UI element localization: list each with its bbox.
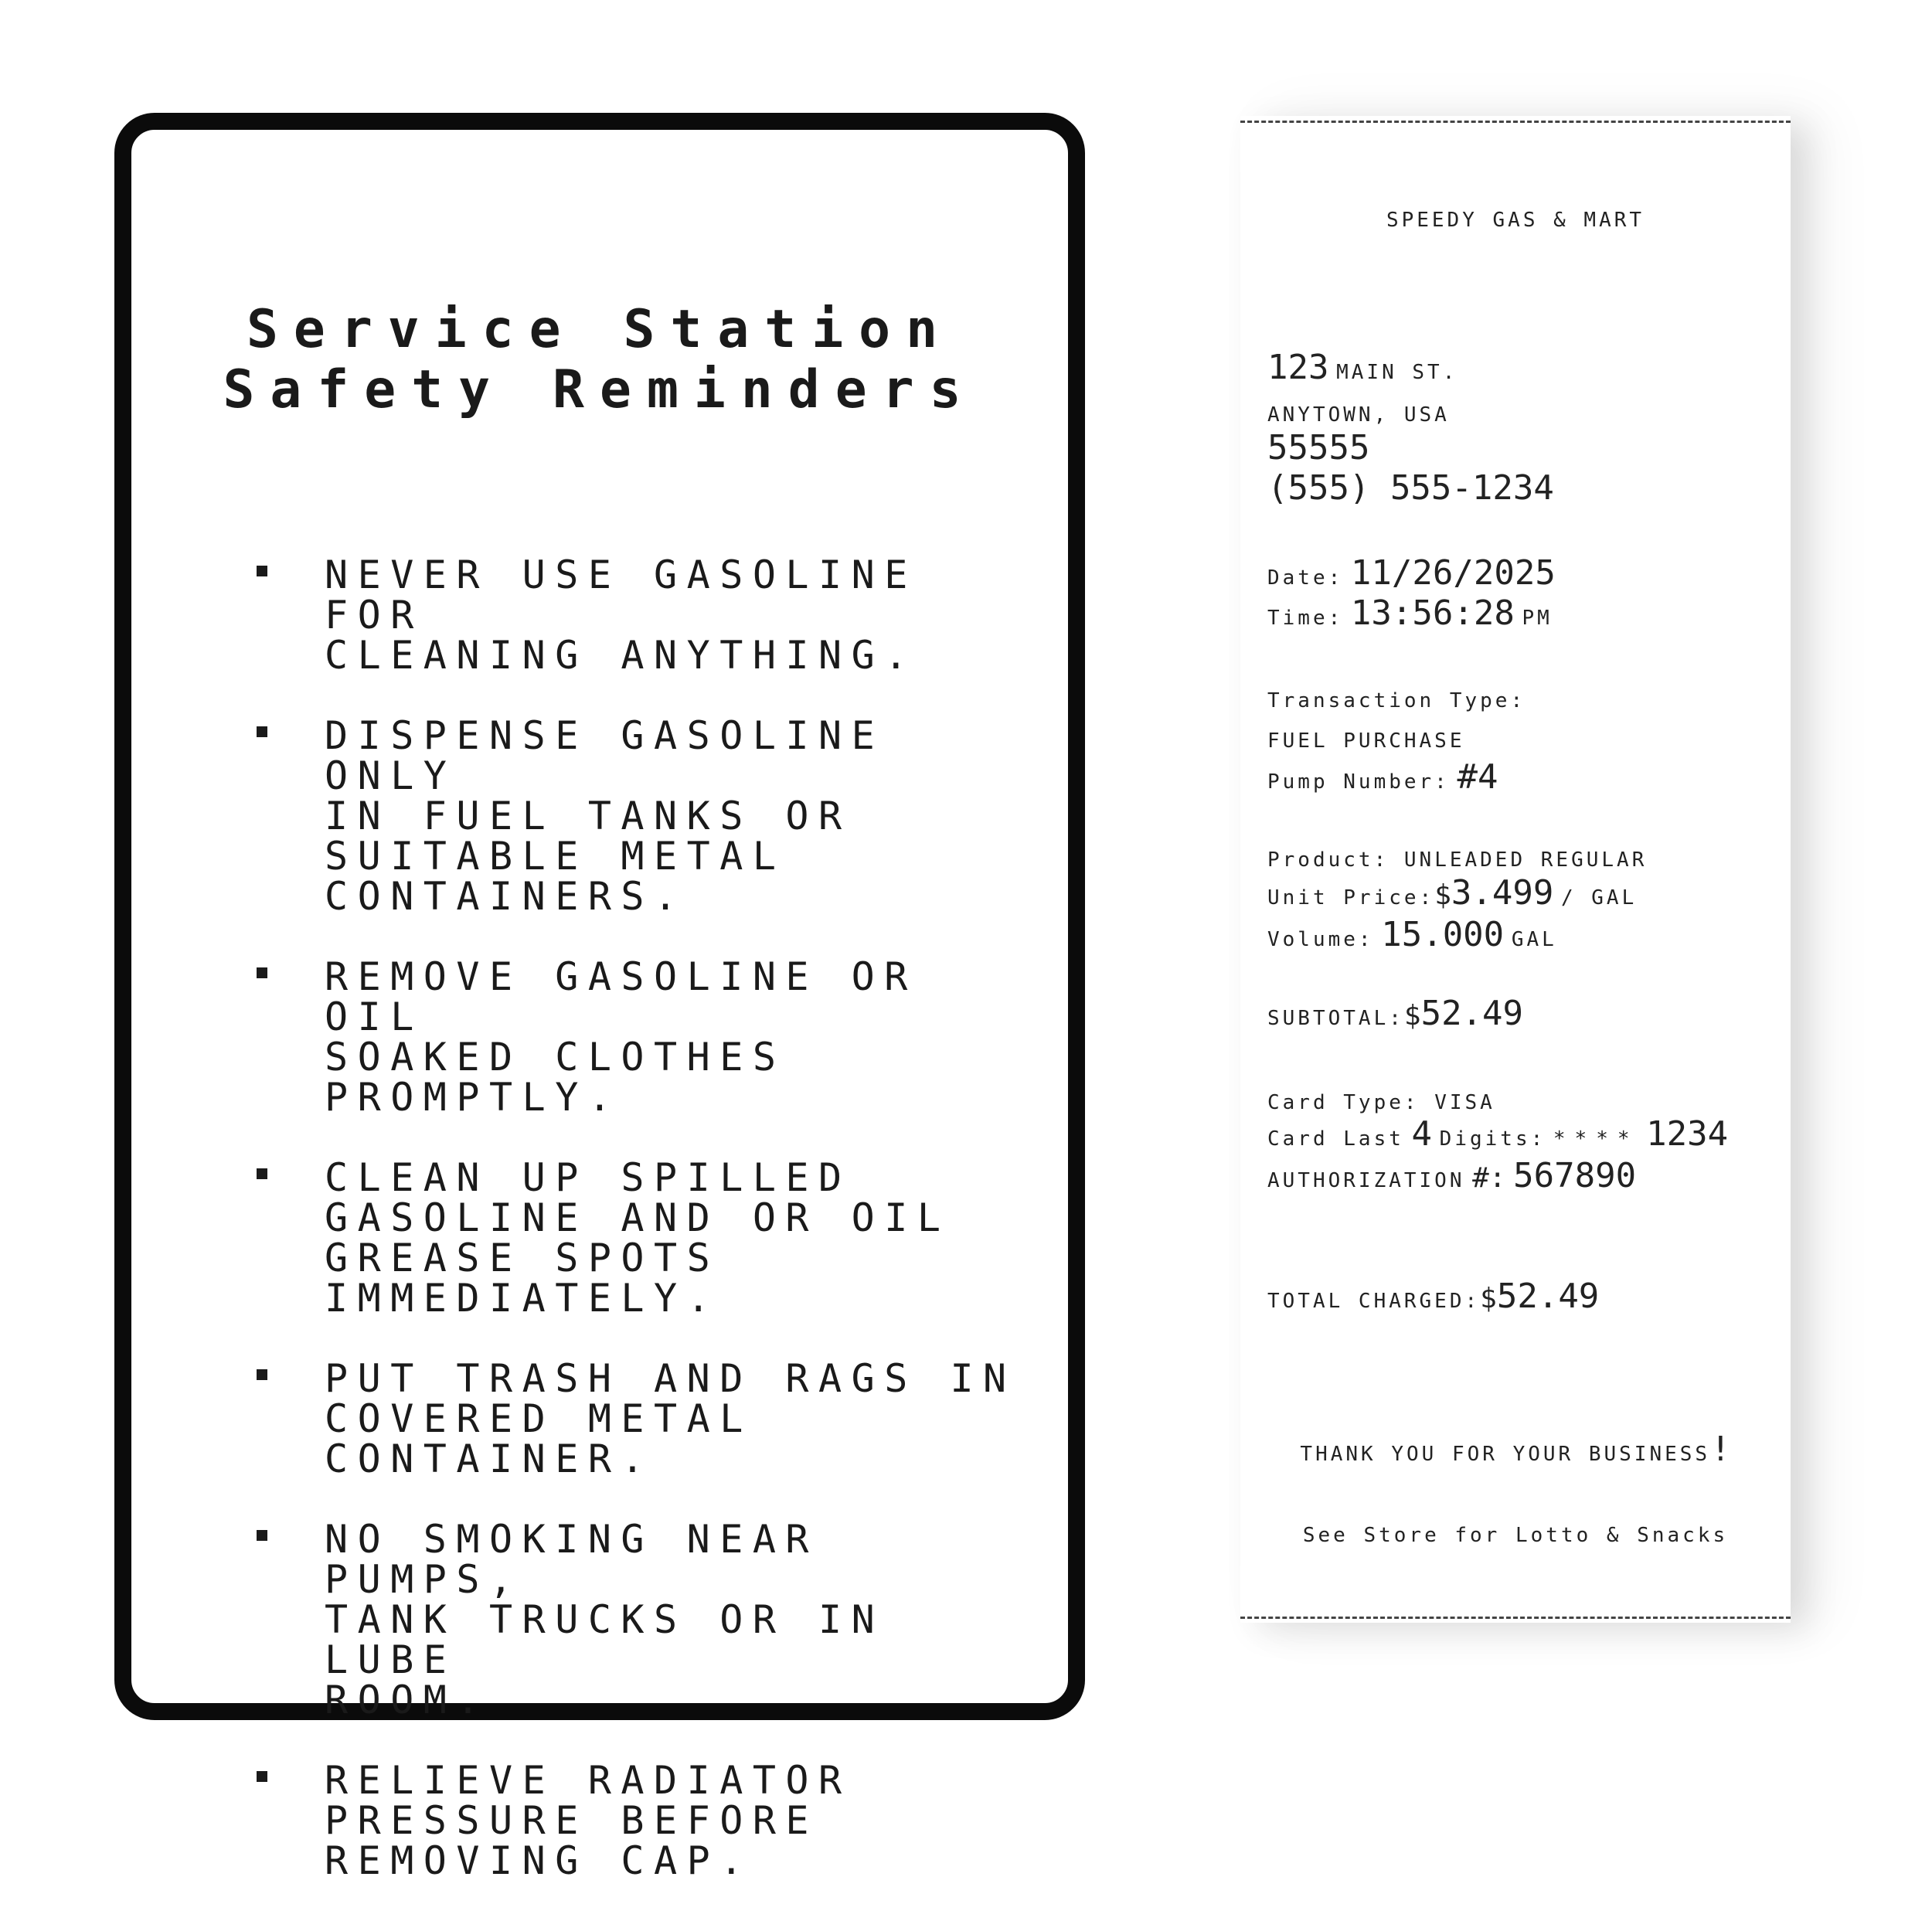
unit-price-currency: $	[1434, 879, 1451, 911]
rules-list	[247, 552, 1037, 1921]
product-label: Product:	[1267, 848, 1389, 872]
thank-you-text: THANK YOU FOR YOUR BUSINESS	[1300, 1443, 1711, 1466]
subtotal-row	[1267, 994, 1523, 1033]
bullet-icon	[257, 1771, 267, 1782]
time-suffix: PM	[1522, 607, 1553, 630]
street-name: MAIN ST.	[1336, 361, 1458, 384]
card-last-label-digits: Digits:	[1439, 1127, 1546, 1151]
rule-text: NEVER USE GASOLINE FOR CLEANING ANYTHING.	[325, 552, 917, 678]
subtotal-value: 52.49	[1420, 994, 1524, 1033]
rule-item	[247, 713, 1037, 919]
date-value: 11/26/2025	[1350, 553, 1556, 593]
product-value: UNLEADED REGULAR	[1403, 848, 1648, 872]
product-row	[1267, 848, 1647, 872]
bullet-icon	[257, 566, 267, 576]
bullet-icon	[257, 1168, 267, 1179]
authorization-hash: #:	[1472, 1162, 1506, 1194]
rule-text: CLEAN UP SPILLED GASOLINE AND OR OIL GREASE SPOTS IMMEDIATELY.	[325, 1155, 951, 1321]
rule-item	[247, 1358, 1037, 1479]
unit-price-value: 3.499	[1451, 873, 1554, 913]
promo-text: See Store for Lotto & Snacks	[1302, 1524, 1729, 1547]
rule-item	[247, 552, 1037, 678]
volume-label: Volume:	[1267, 928, 1374, 951]
rule-text: RELIEVE RADIATOR PRESSURE BEFORE REMOVING CAP.	[325, 1758, 852, 1883]
authorization-value: 567890	[1513, 1156, 1637, 1195]
date-row	[1267, 553, 1556, 593]
city: ANYTOWN, USA	[1267, 403, 1450, 427]
date-label: Date:	[1267, 566, 1344, 590]
total-label: TOTAL CHARGED:	[1267, 1290, 1481, 1313]
total-currency: $	[1480, 1283, 1497, 1314]
store-name: SPEEDY GAS & MART	[1386, 209, 1645, 232]
rule-text: PUT TRASH AND RAGS IN COVERED METAL CONTAINER.	[325, 1356, 1016, 1481]
transaction-type-value: FUEL PURCHASE	[1267, 729, 1465, 753]
unit-price-row	[1267, 873, 1637, 913]
card-mask: ****	[1553, 1127, 1639, 1151]
subtotal-label: SUBTOTAL:	[1267, 1007, 1404, 1030]
bullet-icon	[257, 1369, 267, 1380]
zip: 55555	[1267, 428, 1370, 468]
volume-row	[1267, 915, 1557, 954]
card-type-label: Card Type:	[1267, 1091, 1420, 1114]
rule-text: DISPENSE GASOLINE ONLY IN FUEL TANKS OR SUITABLE METAL CONTAINERS.	[325, 713, 885, 919]
bullet-icon	[257, 967, 267, 978]
card-last-value: 1234	[1646, 1114, 1729, 1154]
total-value: 52.49	[1496, 1277, 1600, 1316]
phone: (555) 555-1234	[1267, 468, 1554, 508]
safety-card	[114, 113, 1085, 1883]
thank-you-mark: !	[1710, 1430, 1731, 1469]
authorization-label: AUTHORIZATION	[1267, 1169, 1465, 1192]
card-last-label-number: 4	[1411, 1114, 1433, 1154]
subtotal-currency: $	[1403, 1000, 1421, 1032]
street-number: 123	[1267, 348, 1329, 387]
tear-line-top	[1240, 121, 1791, 123]
receipt	[1240, 116, 1791, 1623]
unit-price-label: Unit Price:	[1267, 886, 1435, 910]
card-title	[131, 300, 1068, 420]
time-row	[1267, 593, 1553, 633]
transaction-type-label: Transaction Type:	[1267, 689, 1526, 712]
authorization-row	[1267, 1156, 1636, 1195]
bullet-icon	[257, 726, 267, 737]
thank-you-row	[1240, 1430, 1791, 1469]
card-title-line-1: Service Station	[246, 299, 954, 360]
rule-item	[247, 1519, 1037, 1720]
rule-item	[247, 954, 1037, 1120]
address-line-1	[1267, 348, 1458, 387]
unit-price-unit: / GAL	[1560, 886, 1638, 910]
volume-value: 15.000	[1381, 915, 1505, 954]
rule-text: REMOVE GASOLINE OR OIL SOAKED CLOTHES PROMPTLY.	[325, 954, 917, 1120]
card-last-label: Card Last	[1267, 1127, 1404, 1151]
total-row	[1267, 1277, 1599, 1316]
bullet-icon	[257, 1530, 267, 1541]
pump-row	[1267, 757, 1498, 797]
time-label: Time:	[1267, 607, 1344, 630]
rule-item	[247, 1760, 1037, 1881]
pump-value: #4	[1457, 757, 1498, 797]
card-type-value: VISA	[1434, 1091, 1495, 1114]
card-title-line-2: Safety Reminders	[223, 359, 977, 420]
rule-text: NO SMOKING NEAR PUMPS, TANK TRUCKS OR IN LUBE ROOM.	[325, 1517, 885, 1722]
pump-label: Pump Number:	[1267, 770, 1450, 794]
card-last-row	[1267, 1114, 1728, 1154]
volume-unit: GAL	[1511, 928, 1557, 951]
rule-item	[247, 1155, 1037, 1321]
time-value: 13:56:28	[1350, 593, 1515, 633]
tear-line-bottom	[1240, 1617, 1791, 1619]
card-type-row	[1267, 1091, 1495, 1114]
